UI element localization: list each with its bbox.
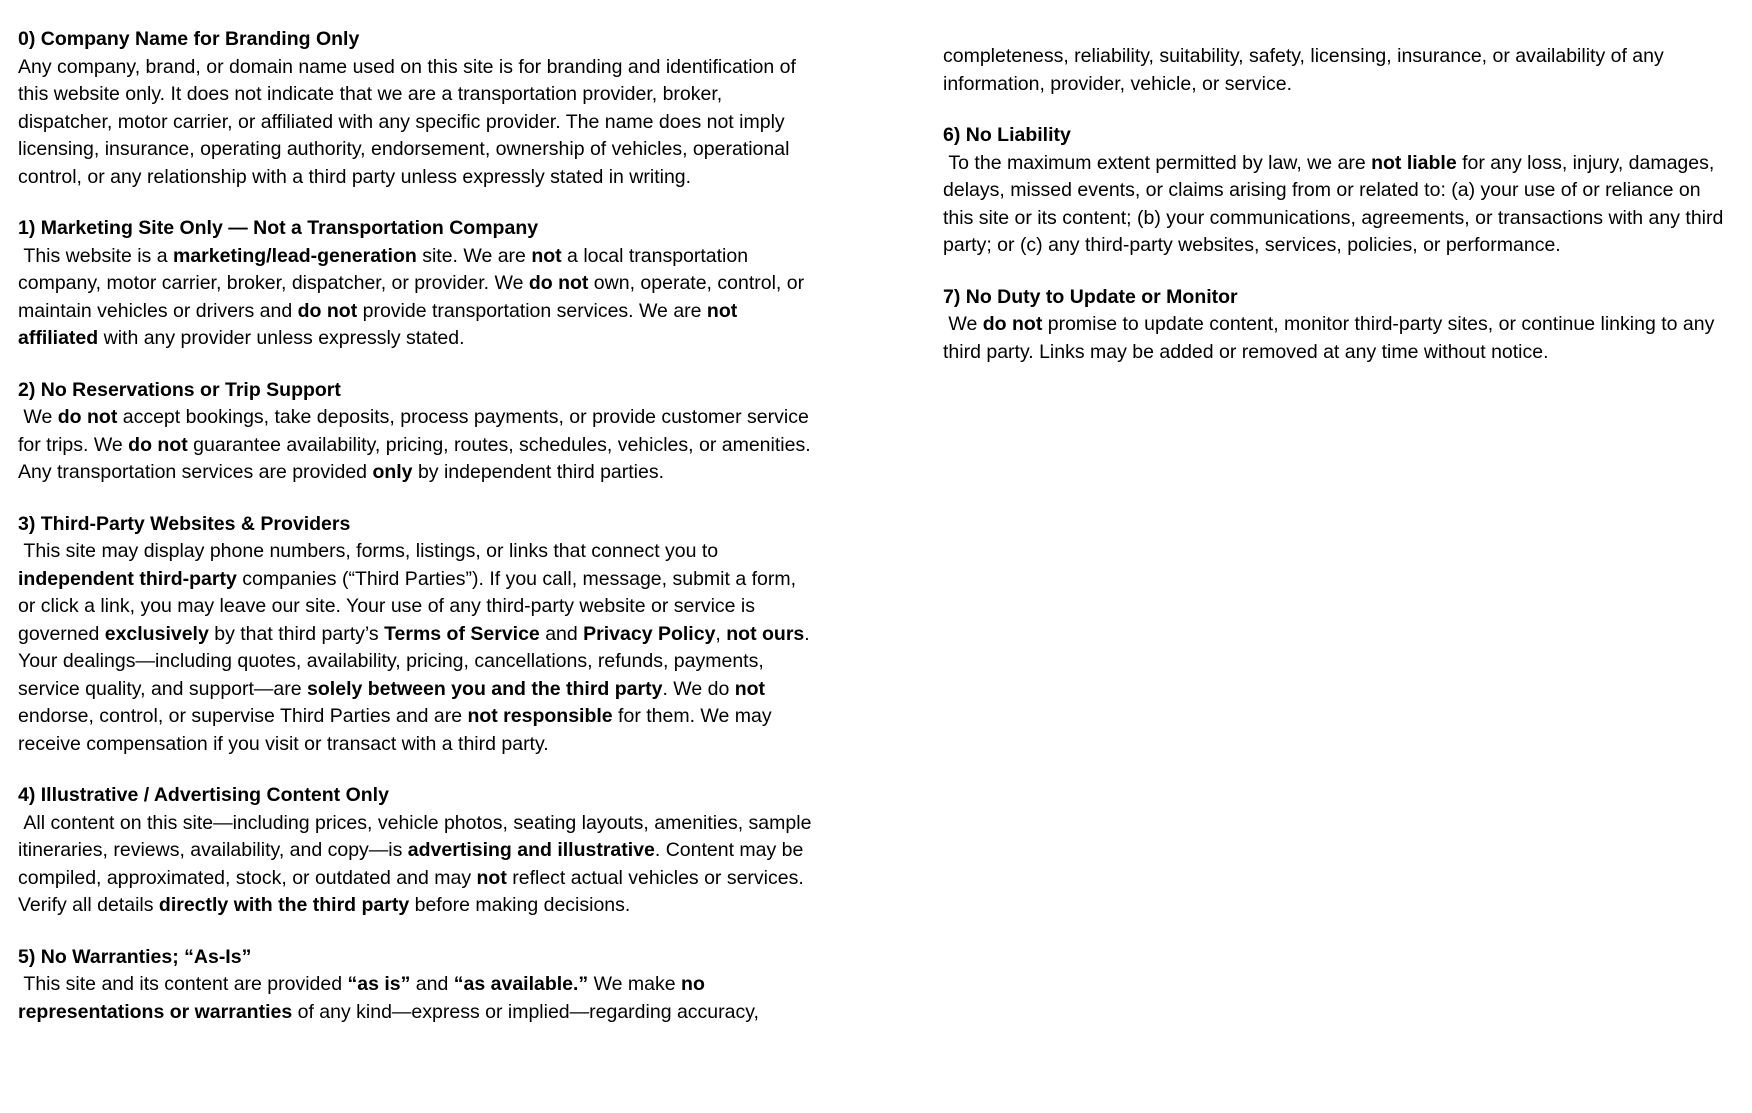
text-run: To the maximum extent permitted by law, we are [943,151,1372,174]
section-5-no-warranties [18,944,818,1027]
text-run: exclusively [104,622,209,645]
text-run: promise to update content, monitor third-party sites, or continue linking to any third party. Links may be added or removed at any time without notice. [943,313,1720,363]
section-body [18,243,818,353]
section-6-no-liability [943,122,1727,260]
text-run: not liable [1371,151,1457,174]
section-heading: 5) No Warranties; “As-Is” [18,945,252,968]
text-run: companies (“Third Parties”). If you call, message, submit a form, or click a link, you may leave our site. Your use of any third-party website or service is governed [18,567,802,645]
text-run: This site may display phone numbers, forms, listings, or links that connect you to [18,540,724,562]
text-run: not [734,677,766,700]
text-run: no representations or warranties [18,973,711,1023]
text-run: not ours [726,622,805,645]
section-5-body-continuation [943,43,1727,98]
text-run: and [539,622,584,645]
section-body [18,810,818,920]
left-column [18,26,818,1026]
section-heading: 1) Marketing Site Only — Not a Transportation Company [18,217,539,239]
section-heading: 3) Third-Party Websites & Providers [18,512,351,535]
text-run: endorse, control, or supervise Third Parties and are [18,677,771,727]
text-run: a local transportation company, motor carrier, broker, dispatcher, or provider. We [18,244,754,294]
text-run: solely between you and the third party [307,677,663,700]
text-run: provide transportation services. We are [357,299,707,322]
text-run: reflect actual vehicles or services. Verify all details [18,866,810,916]
section-body [18,538,818,758]
right-column [943,26,1727,366]
text-run: Terms of Service [384,622,540,645]
text-run: with any provider unless expressly stated. [98,327,465,349]
section-1-marketing-site-only [18,215,818,353]
text-run: site. We are [416,244,532,267]
text-run: not [531,244,562,267]
text-run: do not [297,299,358,322]
text-run: . We do [662,677,735,700]
section-body [943,311,1727,366]
section-body [18,54,818,192]
text-run: Any company, brand, or domain name used on this site is for branding and identification of this website only. It does not indicate that we are a transportation provider, broker, dispatcher, motor carrier, or affiliated with any specific provider. The name does not imply licensing, insurance, operating authority, endorsement, ownership of vehicles, operational control, or any relationship with a third party unless expressly stated in writing. [18,55,802,188]
text-run: do not [57,406,118,428]
text-run: do not [982,313,1043,335]
section-2-no-reservations [18,377,818,487]
text-run: by independent third parties. [412,461,665,483]
section-heading: 0) Company Name for Branding Only [18,28,360,50]
section-4-illustrative-content [18,782,818,920]
text-run: do not [128,433,188,456]
text-run: own, operate, control, or maintain vehicles or drivers and [18,272,810,322]
section-heading: 4) Illustrative / Advertising Content Only [18,784,389,806]
section-7-no-duty-to-update [943,284,1727,367]
text-run: , [715,622,727,645]
text-run: directly with the third party [158,894,410,916]
text-run: not affiliated [18,299,743,349]
section-body [18,404,818,487]
text-run: completeness, reliability, suitability, safety, licensing, insurance, or availability of any information, provider, vehicle, or service. [943,45,1670,95]
text-run: guarantee availability, pricing, routes, schedules, vehicles, or amenities. Any transportation services are provided [18,433,815,483]
text-run: . Your dealings—including quotes, availability, pricing, cancellations, refunds, payments, service quality, and support—are [18,622,815,700]
text-run: and [410,973,454,995]
text-run: This website is a [18,244,173,267]
text-run: All content on this site—including prices, vehicle photos, seating layouts, amenities, sample itineraries, reviews, availability, and copy—is [18,811,817,861]
text-run: accept bookings, take deposits, process payments, or provide customer service for trips. We [18,406,815,456]
text-run: only [372,461,413,483]
text-run: We [18,406,58,428]
text-run: We [943,313,983,335]
section-3-third-party [18,511,818,759]
section-body [18,971,818,1026]
text-run: “as available.” [453,973,589,995]
text-run: Privacy Policy [583,622,716,645]
text-run: . Content may be compiled, approximated, stock, or outdated and may [18,839,809,889]
text-run: not [476,866,507,889]
text-run: independent third-party [18,567,237,590]
text-run: for any loss, injury, damages, delays, missed events, or claims arising from or related to: (a) your use of or reliance on this site or its content; (b) your communications, agreements, or transactions with any third party; or (c) any third-party websites, services, policies, or performance. [943,151,1729,256]
text-run: of any kind—express or implied—regarding accuracy, [292,1000,759,1023]
section-body [943,150,1727,260]
section-heading: 7) No Duty to Update or Monitor [943,285,1238,308]
text-run: before making decisions. [409,894,631,916]
text-run: marketing/lead-generation [172,244,417,267]
text-run: for them. We may receive compensation if you visit or transact with a third party. [18,705,777,755]
section-heading: 2) No Reservations or Trip Support [18,378,341,401]
text-run: “as is” [347,973,411,995]
text-run: by that third party’s [208,622,385,645]
section-heading: 6) No Liability [943,124,1071,146]
text-run: This site and its content are provided [18,973,348,995]
text-run: not responsible [467,705,613,727]
text-run: do not [528,272,589,294]
text-run: We make [588,973,682,995]
section-0-branding [18,26,818,191]
text-run: advertising and illustrative [407,839,655,861]
